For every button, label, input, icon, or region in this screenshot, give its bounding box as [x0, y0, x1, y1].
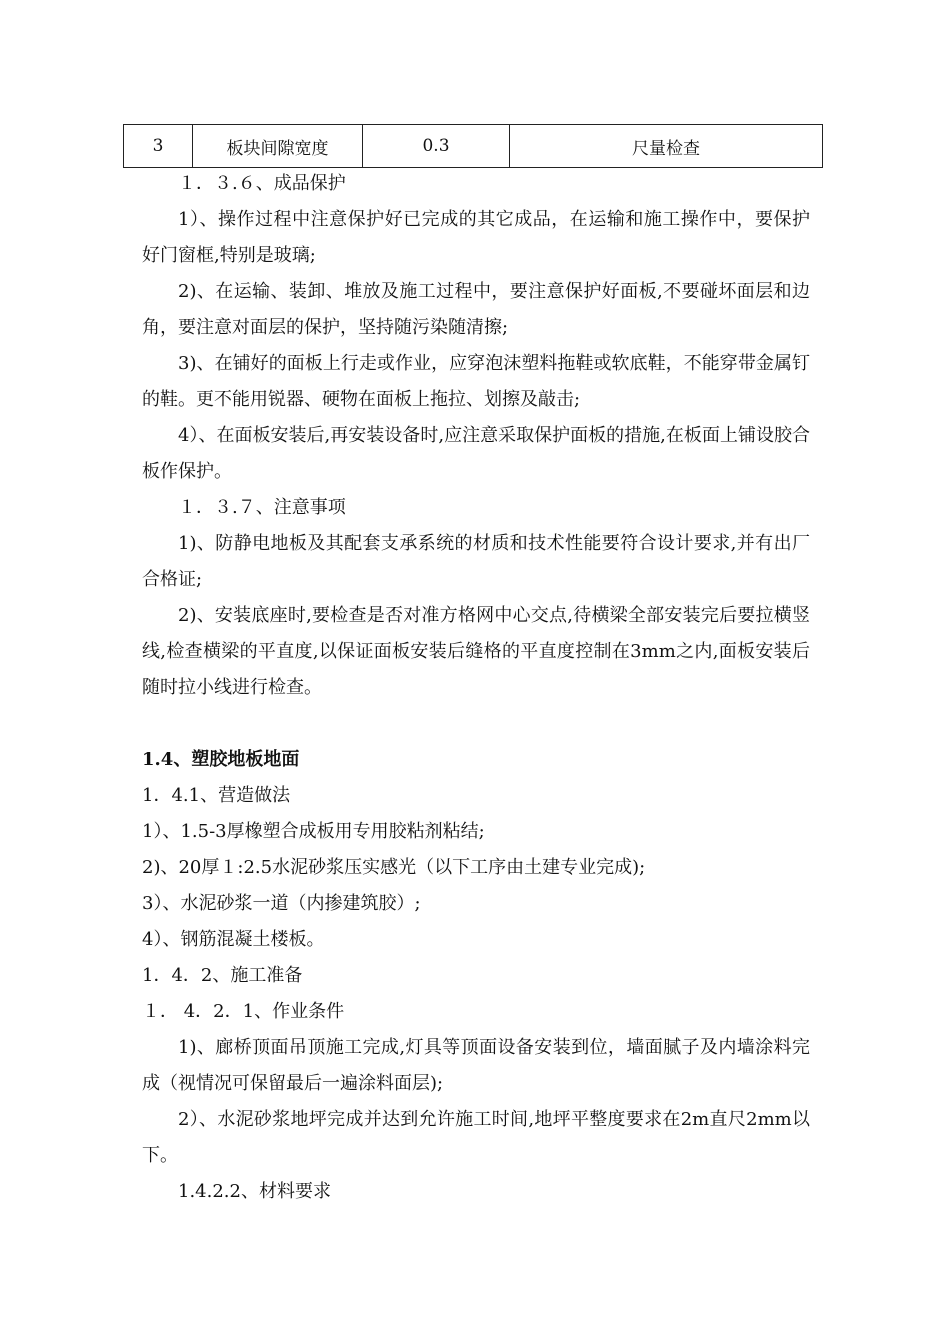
- section-heading-1-4-2-2: 1.4.2.2、材料要求: [178, 1181, 331, 1202]
- row-index-cell: 3: [124, 125, 193, 168]
- paragraph: 1）、操作过程中注意保护好已完成的其它成品，在运输和施工操作中，要保护好门窗框,特别是玻璃;: [142, 209, 810, 266]
- section-heading-1-4-2: 1．4．2、施工准备: [142, 965, 303, 986]
- paragraph: 2)、20厚１:2.5水泥砂浆压实感光（以下工序由土建专业完成);: [142, 857, 646, 878]
- item-cell: 板块间隙宽度: [193, 125, 363, 168]
- paragraph: 2)、安装底座时,要检查是否对准方格网中心交点,待横梁全部安装完后要拉横竖线,检查横梁的平直度,以保证面板安装后缝格的平直度控制在3mm之内,面板安装后随时拉小线进行检查。: [142, 605, 810, 698]
- section-heading-1-4-2-1: １． 4．2．1、作业条件: [142, 1001, 345, 1022]
- paragraph: 2)、在运输、装卸、堆放及施工过程中，要注意保护好面板,不要碰坏面层和边角，要注意对面层的保护，坚持随污染随清擦;: [142, 281, 810, 338]
- section-heading-1-3-6: １．３.６、成品保护: [178, 173, 346, 194]
- paragraph: 2）、水泥砂浆地坪完成并达到允许施工时间,地坪平整度要求在2m直尺2mm以下。: [142, 1109, 810, 1166]
- paragraph: 3）、水泥砂浆一道（内掺建筑胶）;: [142, 893, 421, 914]
- section-heading-1-4: 1.4、塑胶地板地面: [142, 749, 300, 770]
- section-heading-1-4-1: 1．4.1、营造做法: [142, 785, 291, 806]
- section-heading-1-3-7: １．３.７、注意事项: [178, 497, 346, 518]
- document-body: [142, 166, 810, 1210]
- blank-line: [142, 706, 810, 742]
- paragraph: 1）、1.5-3厚橡塑合成板用专用胶粘剂粘结;: [142, 821, 485, 842]
- paragraph: 4）、钢筋混凝土楼板。: [142, 929, 325, 950]
- tolerance-cell: 0.3: [363, 125, 510, 168]
- paragraph: 4）、在面板安装后,再安装设备时,应注意采取保护面板的措施,在板面上铺设胶合板作保护。: [142, 425, 810, 482]
- paragraph: 3)、在铺好的面板上行走或作业，应穿泡沫塑料拖鞋或软底鞋，不能穿带金属钉的鞋。更不能用锐器、硬物在面板上拖拉、划擦及敲击;: [142, 353, 810, 410]
- method-cell: 尺量检查: [510, 125, 823, 168]
- paragraph: 1)、廊桥顶面吊顶施工完成,灯具等顶面设备安装到位，墙面腻子及内墙涂料完成（视情况可保留最后一遍涂料面层);: [142, 1037, 810, 1094]
- table-row: [124, 125, 823, 168]
- inspection-table: [123, 124, 823, 168]
- paragraph: 1)、防静电地板及其配套支承系统的材质和技术性能要符合设计要求,并有出厂合格证;: [142, 533, 810, 590]
